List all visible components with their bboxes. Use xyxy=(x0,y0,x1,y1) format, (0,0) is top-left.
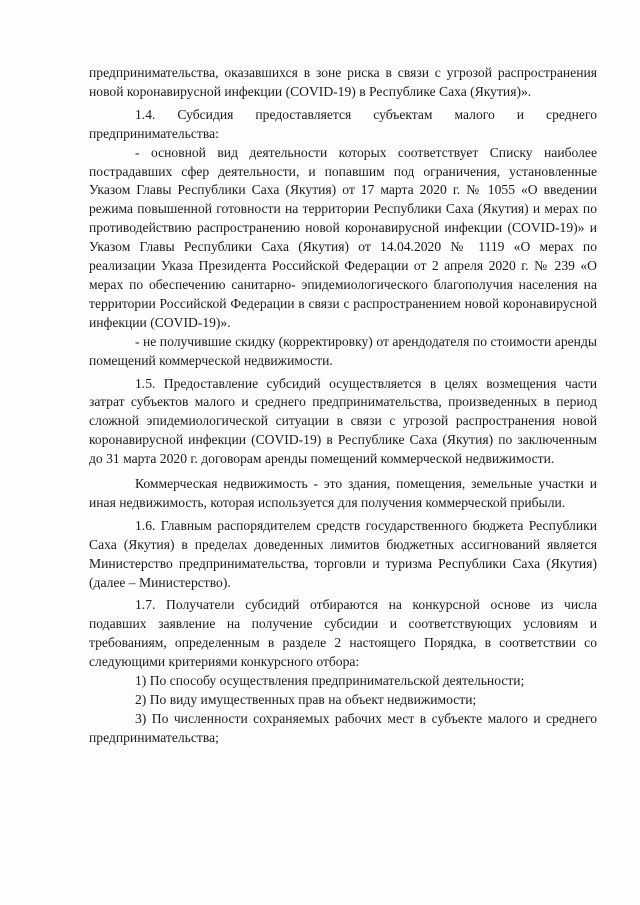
paragraph-1-6: 1.6. Главным распорядителем средств государственного бюджета Республики Саха (Якутия) в пределах доведенных лимитов бюджетных ассигнований является Министерство предпринимательства, торговли и туризма Республики Саха (Якутия) (далее – Министерство). xyxy=(89,517,597,590)
criterion-1: 1) По способу осуществления предпринимательской деятельности; xyxy=(135,673,525,689)
paragraph-1-4-item-1: - основной вид деятельности которых соответствует Списку наиболее пострадавших сфер деятельности, и попавшим под ограничения, установленные Указом Главы Республики Саха (Якутия) от 17 марта 2020 г. № 1055 «О введении режима повышенной готовности на территории Республики Саха (Якутия) и мерах по противодействию распространению новой коронавирусной инфекции (COVID-19)» и Указом Главы Республики Саха (Якутия) от 14.04.2020 № 1119 «О мерах по реализации Указа Президента Российской Федерации от 2 апреля 2020 г. № 239 «О мерах по обеспечению санитарно- эпидемиологического благополучия населения на территории Российской Федерации в связи с распространением новой коронавирусной инфекции (COVID-19)». xyxy=(89,144,597,330)
criterion-2: 2) По виду имущественных прав на объект недвижимости; xyxy=(135,692,477,707)
paragraph-1-4: 1.4. Субсидия предоставляется субъектам малого и среднего предпринимательства: xyxy=(89,106,597,141)
paragraph-1-5: 1.5. Предоставление субсидий осуществляется в целях возмещения части затрат субъектов малого и среднего предпринимательства, произведенных в период сложной эпидемиологической ситуации в связи с угрозой распространения новой коронавирусной инфекции (COVID-19) в Республике Саха (Якутия) по заключенным до 31 марта 2020 г. договорам аренды помещений коммерческой недвижимости. xyxy=(89,375,597,467)
paragraph-1-4-item-2: - не получившие скидку (корректировку) от арендодателя по стоимости аренды помещений коммерческой недвижимости. xyxy=(89,333,597,368)
paragraph-1-7: 1.7. Получатели субсидий отбираются на конкурсной основе из числа подавших заявление на получение субсидии и соответствующих условиям и требованиям, определенным в разделе 2 настоящего Порядка, в соответствии со следующими критериями конкурсного отбора: xyxy=(89,597,597,670)
paragraph-commercial-property: Коммерческая недвижимость - это здания, помещения, земельные участки и иная недвижимость, которая используется для получения коммерческой прибыли. xyxy=(89,476,597,510)
criterion-3: 3) По численности сохраняемых рабочих мест в субъекте малого и среднего предпринимательства; xyxy=(89,710,597,745)
document-body xyxy=(89,64,597,748)
paragraph-continuation: предпринимательства, оказавшихся в зоне риска в связи с угрозой распространения новой коронавирусной инфекции (COVID-19) в Республике Саха (Якутия)». xyxy=(89,65,597,99)
